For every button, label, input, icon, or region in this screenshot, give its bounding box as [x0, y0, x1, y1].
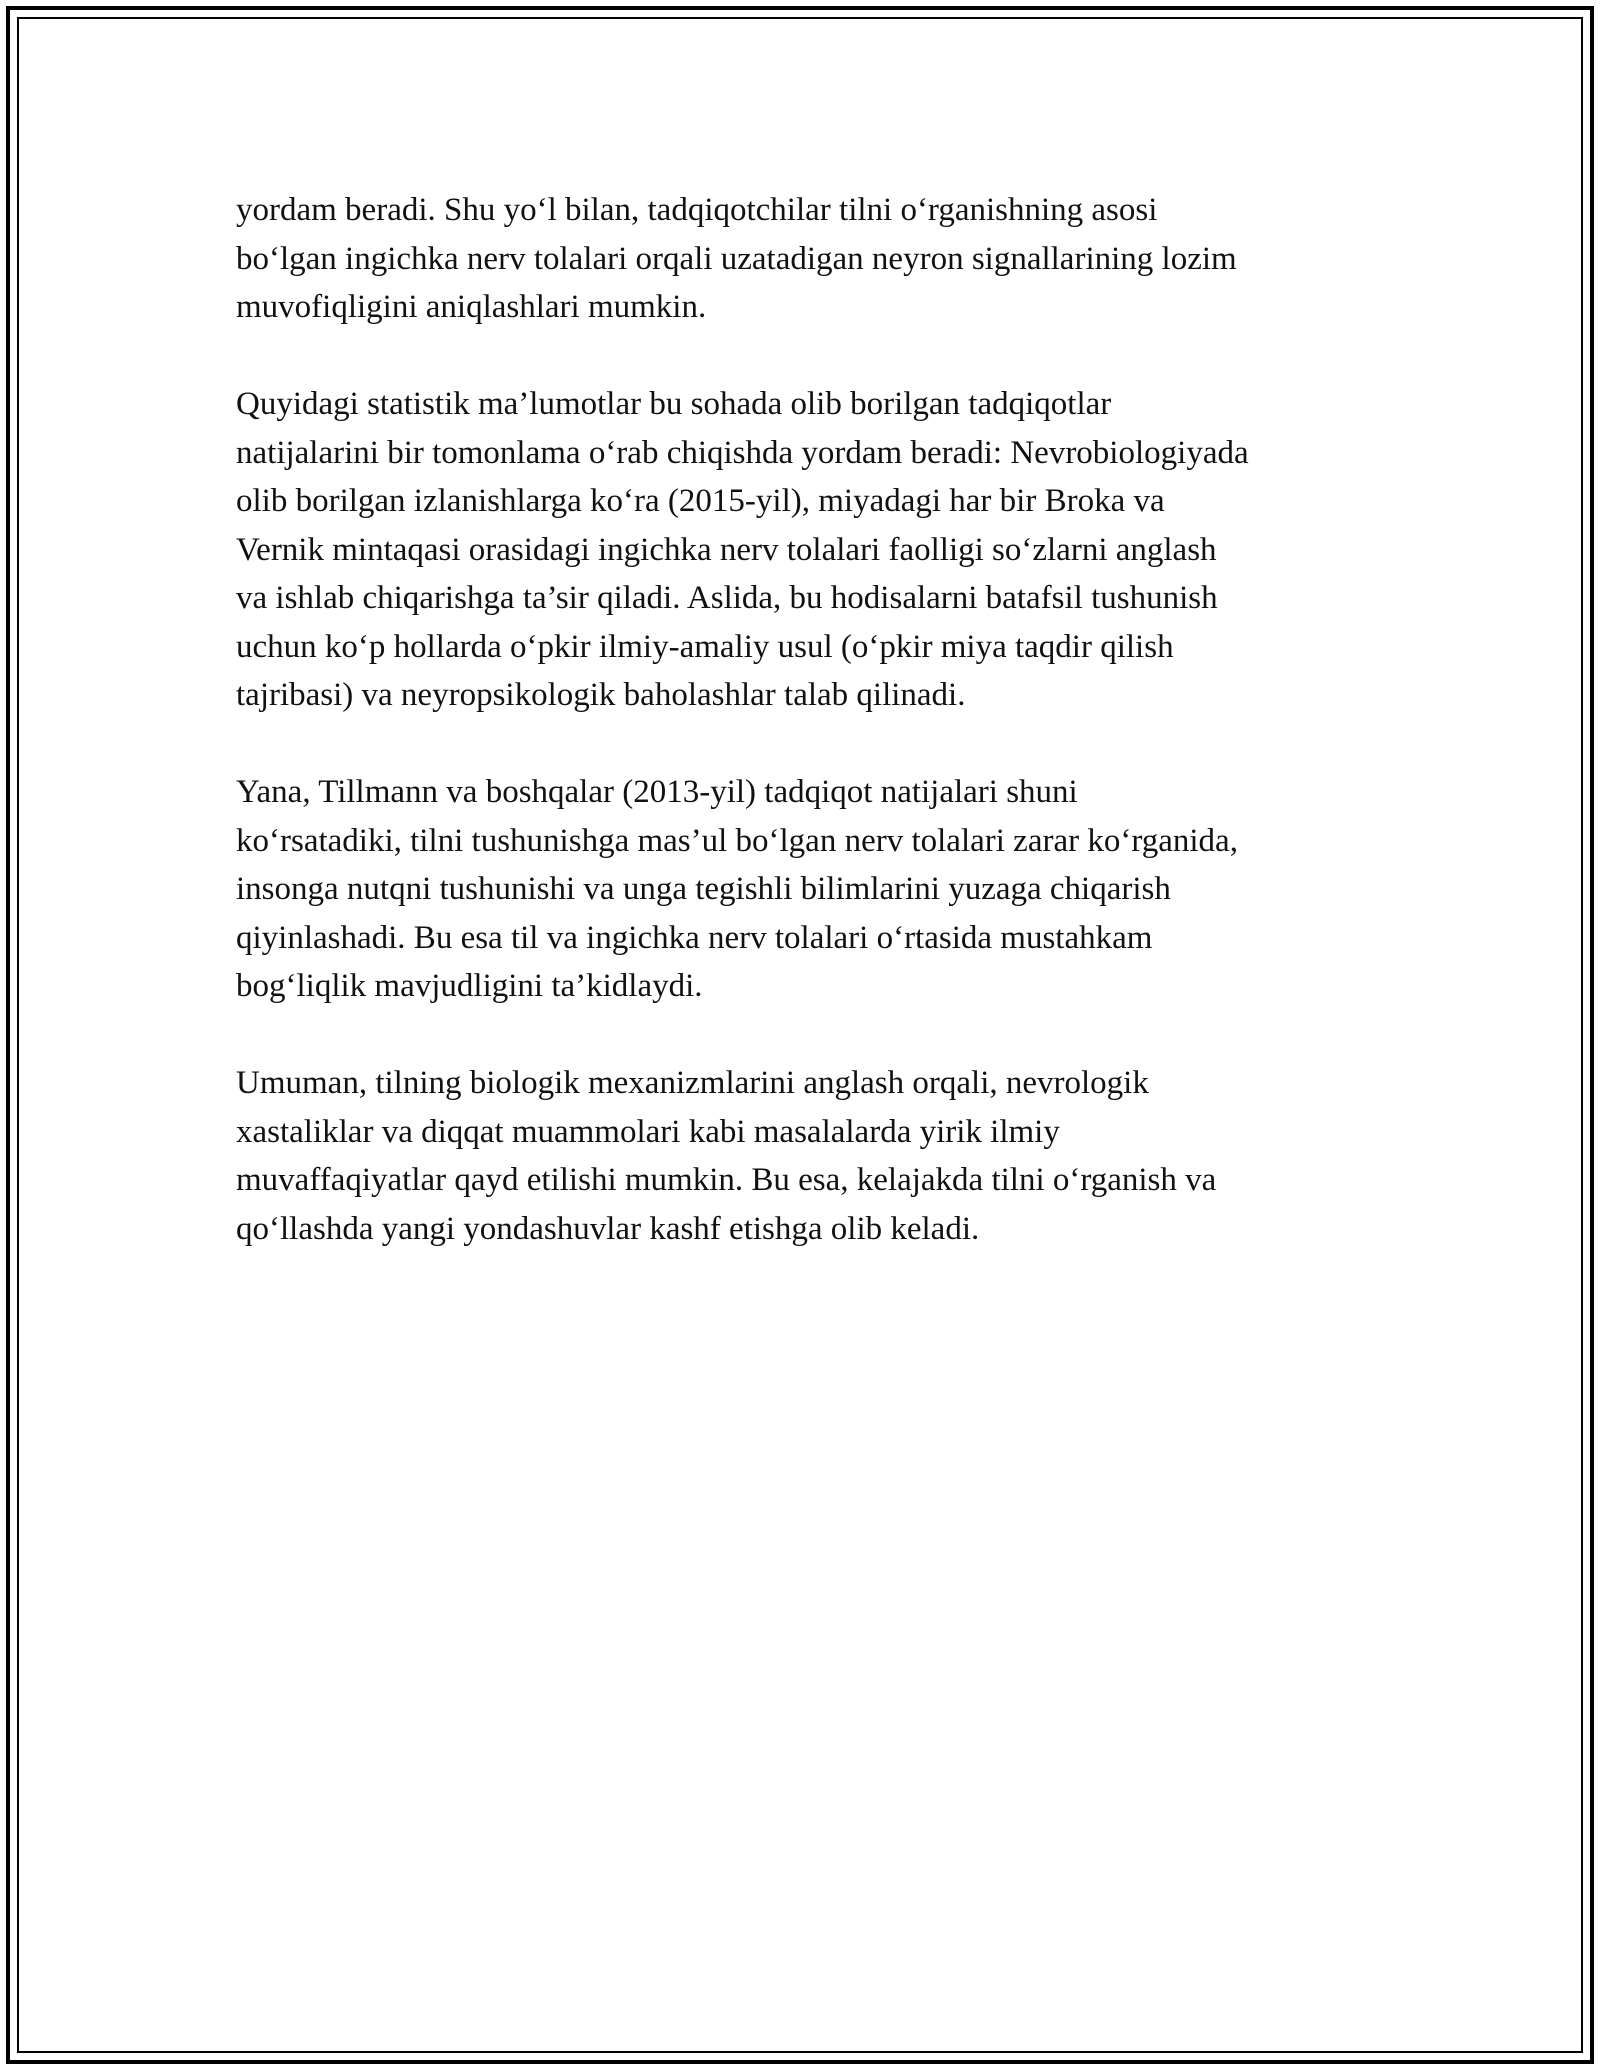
text-line: olib borilgan izlanishlarga ko‘ra (2015-yil), miyadagi har bir Broka va: [236, 483, 1165, 519]
text-line: va ishlab chiqarishga ta’sir qiladi. Aslida, bu hodisalarni batafsil tushunish: [236, 580, 1218, 616]
text-line: qiyinlashadi. Bu esa til va ingichka nerv tolalari o‘rtasida mustahkam: [236, 919, 1153, 956]
text-line: ko‘rsatadiki, tilni tushunishga mas’ul bo‘lgan nerv tolalari zarar ko‘rganida,: [236, 822, 1238, 859]
paragraph-4: [236, 1059, 1386, 1253]
text-line: Umuman, tilning biologik mexanizmlarini anglash orqali, nevrologik: [236, 1065, 1149, 1101]
text-line: yordam beradi. Shu yo‘l bilan, tadqiqotchilar tilni o‘rganishning asosi: [236, 192, 1158, 228]
text-line: uchun ko‘p hollarda o‘pkir ilmiy-amaliy usul (o‘pkir miya taqdir qilish: [236, 628, 1174, 665]
text-line: bo‘lgan ingichka nerv tolalari orqali uzatadigan neyron signallarining lozim: [236, 240, 1237, 277]
text-line: natijalarini bir tomonlama o‘rab chiqishda yordam beradi: Nevrobiologiyada: [236, 434, 1249, 471]
text-line: muvaffaqiyatlar qayd etilishi mumkin. Bu esa, kelajakda tilni o‘rganish va: [236, 1162, 1217, 1198]
text-line: muvofiqligini aniqlashlari mumkin.: [236, 289, 707, 325]
text-line: tajribasi) va neyropsikologik baholashlar talab qilinadi.: [236, 677, 966, 713]
text-line: bog‘liqlik mavjudligini ta’kidlaydi.: [236, 968, 703, 1004]
paragraph-2: [236, 380, 1386, 720]
text-line: Quyidagi statistik ma’lumotlar bu sohada olib borilgan tadqiqotlar: [236, 386, 1112, 422]
text-line: qo‘llashda yangi yondashuvlar kashf etishga olib keladi.: [236, 1210, 980, 1247]
paragraph-3: [236, 768, 1386, 1011]
document-body: [236, 186, 1386, 1302]
text-line: Yana, Tillmann va boshqalar (2013-yil) tadqiqot natijalari shuni: [236, 774, 1078, 810]
text-line: xastaliklar va diqqat muammolari kabi masalalarda yirik ilmiy: [236, 1113, 1060, 1150]
paragraph-1: [236, 186, 1386, 332]
text-line: Vernik mintaqasi orasidagi ingichka nerv tolalari faolligi so‘zlarni anglash: [236, 531, 1217, 568]
text-line: insonga nutqni tushunishi va unga tegishli bilimlarini yuzaga chiqarish: [236, 871, 1171, 907]
